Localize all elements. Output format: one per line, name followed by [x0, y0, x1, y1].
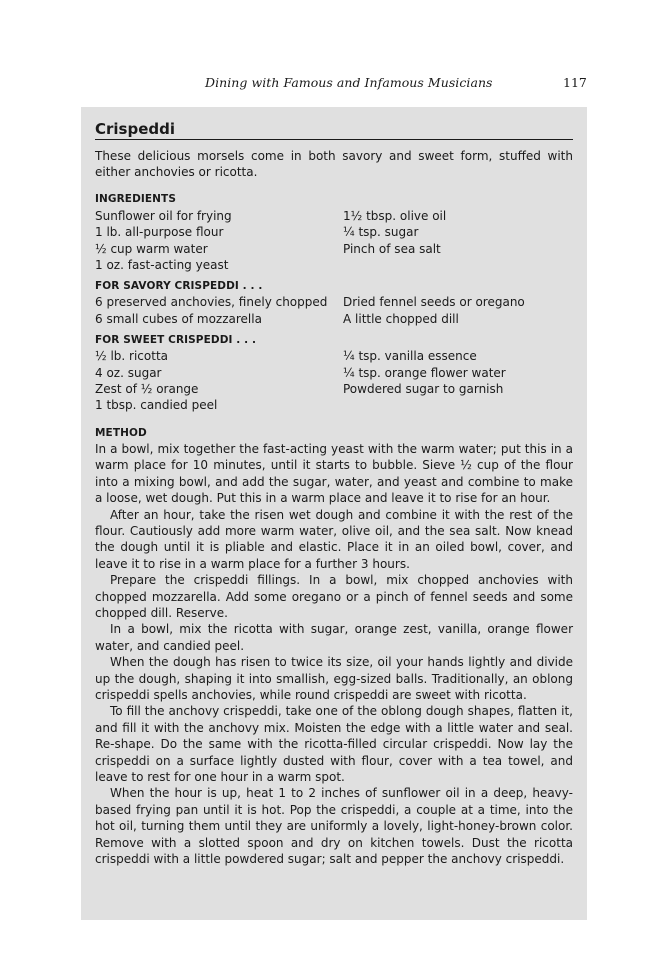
savory-right-column — [343, 294, 573, 327]
ingredient-item: 6 preserved anchovies, finely chopped — [95, 295, 328, 310]
ingredient-item: Dried fennel seeds or oregano — [343, 295, 525, 310]
method-paragraph: When the dough has risen to twice its size, oil your hands lightly and divide up the dough, shaping it into smallish, egg-sized balls. Traditionally, an oblong crispeddi spells anchovies, while round crispeddi are sweet with ricotta. — [95, 655, 573, 702]
ingredient-item: ½ cup warm water — [95, 241, 208, 256]
method-paragraph: In a bowl, mix together the fast-acting yeast with the warm water; put this in a warm place for 10 minutes, until it starts to bubble. Sieve ½ cup of the flour into a mixing bowl, and add the sugar, water, and yeast and combine to make a loose, wet dough. Put this in a warm place and leave it to rise for an hour. — [95, 441, 573, 506]
recipe-title: Crispeddi — [95, 119, 573, 140]
recipe-box — [81, 107, 587, 920]
ingredient-item: 4 oz. sugar — [95, 365, 162, 380]
running-title: Dining with Famous and Infamous Musicians — [205, 75, 493, 90]
sweet-heading: FOR SWEET CRISPEDDI . . . — [95, 334, 257, 347]
method-text — [95, 441, 573, 868]
ingredients-list — [95, 208, 573, 274]
savory-heading: FOR SAVORY CRISPEDDI . . . — [95, 280, 263, 293]
method-heading: METHOD — [95, 426, 147, 439]
ingredient-item: ¼ tsp. vanilla essence — [343, 349, 477, 364]
ingredient-item: Powdered sugar to garnish — [343, 382, 504, 397]
recipe-intro: These delicious morsels come in both savory and sweet form, stuffed with either anchovies or ricotta. — [95, 149, 573, 180]
ingredients-heading: INGREDIENTS — [95, 192, 176, 205]
running-header — [0, 75, 650, 95]
ingredients-right-column — [343, 208, 573, 274]
recipe-content — [95, 119, 573, 867]
method-paragraph: In a bowl, mix the ricotta with sugar, orange zest, vanilla, orange flower water, and candied peel. — [95, 622, 573, 653]
ingredient-item: 6 small cubes of mozzarella — [95, 311, 262, 326]
ingredient-item: Sunflower oil for frying — [95, 208, 232, 223]
ingredients-left-column — [95, 208, 343, 274]
ingredient-item: Zest of ½ orange — [95, 382, 199, 397]
savory-left-column — [95, 294, 343, 327]
ingredient-item: 1 tbsp. candied peel — [95, 398, 218, 413]
sweet-list — [95, 348, 573, 414]
method-paragraph: To fill the anchovy crispeddi, take one of the oblong dough shapes, flatten it, and fill it with the anchovy mix. Moisten the edge with a little water and seal. Re-shape. Do the same with the ricotta-filled circular crispeddi. Now lay the crispeddi on a surface lightly dusted with flour, cover with a tea towel, and leave to rest for one hour in a warm spot. — [95, 704, 573, 784]
ingredient-item: 1 oz. fast-acting yeast — [95, 258, 229, 273]
ingredient-item: 1½ tbsp. olive oil — [343, 208, 447, 223]
method-paragraph: After an hour, take the risen wet dough and combine it with the rest of the flour. Cautiously add more warm water, olive oil, and the sea salt. Now knead the dough until it is pliable and elastic. Place it in an oiled bowl, cover, and leave it to rise in a warm place for a further 3 hours. — [95, 507, 573, 571]
ingredient-item: ¼ tsp. sugar — [343, 225, 419, 240]
method-paragraph: When the hour is up, heat 1 to 2 inches of sunflower oil in a deep, heavy-based frying pan until it is hot. Pop the crispeddi, a couple at a time, into the hot oil, turning them until they are uniformly a lovely, light-honey-brown color. Remove with a slotted spoon and dry on kitchen towels. Dust the ricotta crispeddi with a little powdered sugar; salt and pepper the anchovy crispeddi. — [95, 786, 573, 867]
ingredient-item: ½ lb. ricotta — [95, 349, 168, 364]
method-paragraph: Prepare the crispeddi fillings. In a bowl, mix chopped anchovies with chopped mozzarella. Add some oregano or a pinch of fennel seeds and some chopped dill. Reserve. — [95, 573, 573, 620]
ingredient-item: ¼ tsp. orange flower water — [343, 365, 506, 380]
sweet-left-column — [95, 348, 343, 414]
sweet-right-column — [343, 348, 573, 414]
ingredient-item: Pinch of sea salt — [343, 241, 441, 256]
page-number: 117 — [563, 75, 587, 90]
ingredient-item: 1 lb. all-purpose flour — [95, 225, 224, 240]
savory-list — [95, 294, 573, 327]
ingredient-item: A little chopped dill — [343, 311, 459, 326]
